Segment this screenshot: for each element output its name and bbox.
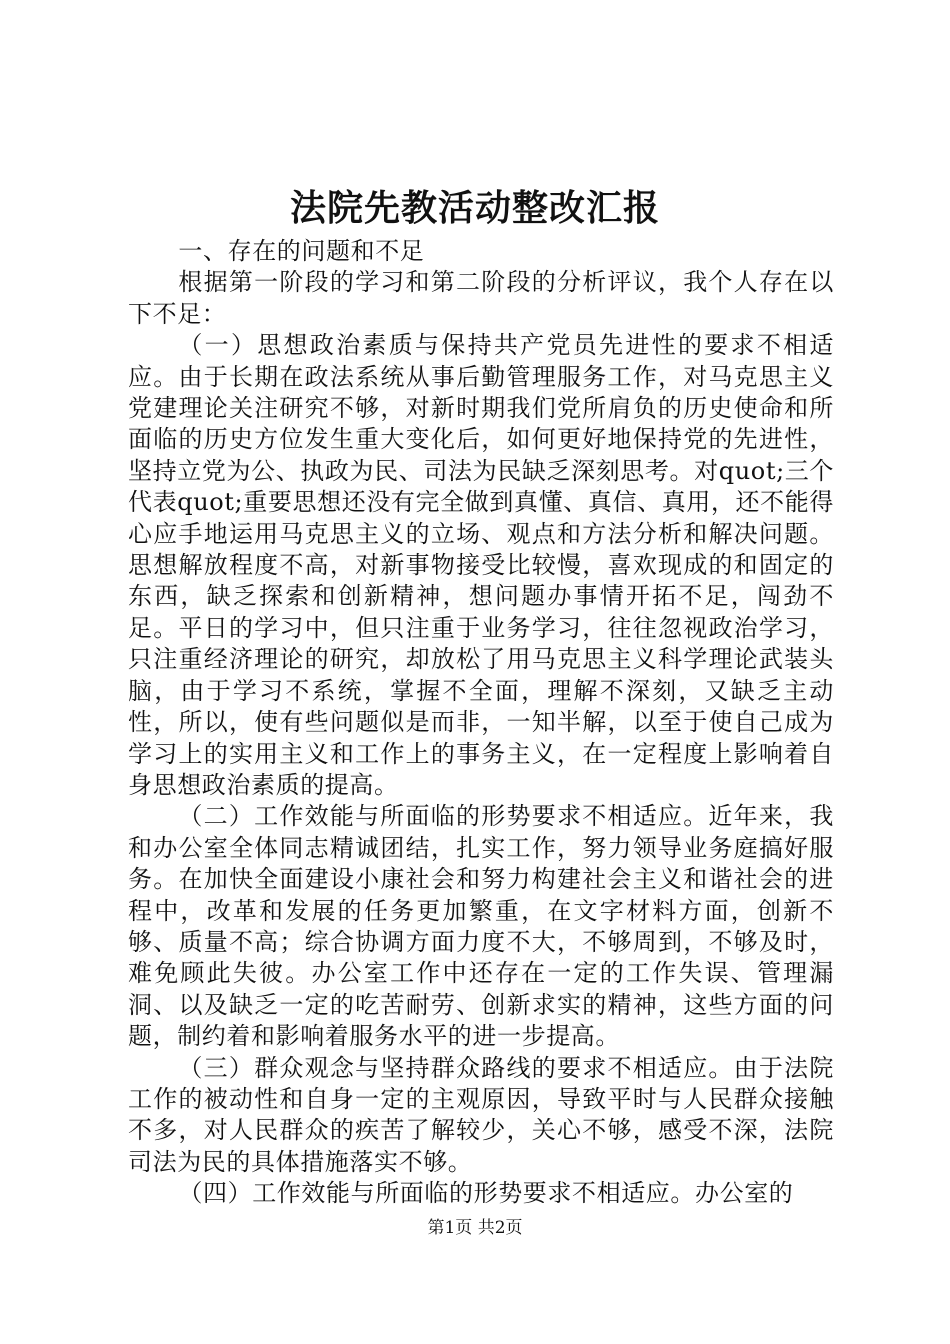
paragraph-item-1: （一）思想政治素质与保持共产党员先进性的要求不相适应。由于长期在政法系统从事后勤管理服务工作，对马克思主义党建理论关注研究不够，对新时期我们党所肩负的历史使命和所面临的历史方位发生重大变化后，如何更好地保持党的先进性，坚持立党为公、执政为民、司法为民缺乏深刻思考。对quot;三个代表quot;重要思想还没有完全做到真懂、真信、真用，还不能得心应手地运用马克思主义的立场、观点和方法分析和解决问题。思想解放程度不高，对新事物接受比较慢，喜欢现成的和固定的东西，缺乏探索和创新精神，想问题办事情开拓不足，闯劲不足。平日的学习中，但只注重于业务学习，往往忽视政治学习，只注重经济理论的研究，却放松了用马克思主义科学理论武装头脑，由于学习不系统，掌握不全面，理解不深刻，又缺乏主动性，所以，使有些问题似是而非，一知半解，以至于使自己成为学习上的实用主义和工作上的事务主义，在一定程度上影响着自身思想政治素质的提高。	[128, 331, 834, 799]
paragraph-item-2: （二）工作效能与所面临的形势要求不相适应。近年来，我和办公室全体同志精诚团结，扎实工作，努力领导业务庭搞好服务。在加快全面建设小康社会和努力构建社会主义和谐社会的进程中，改革和发展的任务更加繁重，在文字材料方面，创新不够、质量不高；综合协调方面力度不大，不够周到，不够及时，难免顾此失彼。办公室工作中还存在一定的工作失误、管理漏洞、以及缺乏一定的吃苦耐劳、创新求实的精神，这些方面的问题，制约着和影响着服务水平的进一步提高。	[128, 802, 834, 1051]
document-body	[128, 236, 834, 1210]
page-footer: 第1页 共2页	[427, 1218, 523, 1238]
intro-paragraph: 根据第一阶段的学习和第二阶段的分析评议，我个人存在以下不足：	[128, 268, 834, 328]
section-heading: 一、存在的问题和不足	[178, 237, 425, 265]
paragraph-item-4: （四）工作效能与所面临的形势要求不相适应。办公室的	[178, 1179, 794, 1208]
document-title: 法院先教活动整改汇报	[289, 187, 660, 229]
paragraph-item-3: （三）群众观念与坚持群众路线的要求不相适应。由于法院工作的被动性和自身一定的主观原因，导致平时与人民群众接触不多，对人民群众的疾苦了解较少，关心不够，感受不深，法院司法为民的具体措施落实不够。	[128, 1053, 834, 1176]
